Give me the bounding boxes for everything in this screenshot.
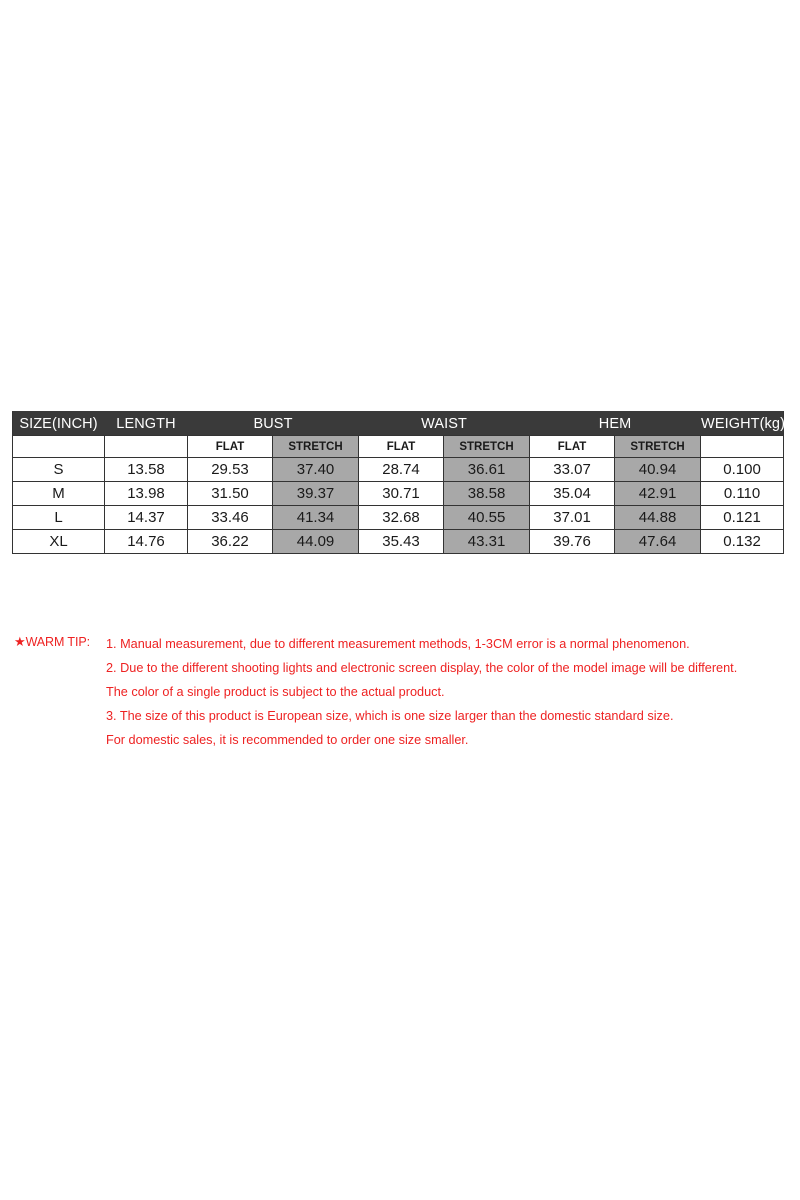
- cell-hem-stretch: 42.91: [615, 482, 701, 506]
- cell-weight: 0.110: [701, 482, 784, 506]
- warm-tip-label-text: WARM TIP:: [25, 635, 90, 649]
- table-header-group-row: [13, 412, 784, 436]
- subheader-waist-flat: FLAT: [359, 436, 444, 458]
- cell-length: 14.37: [105, 506, 188, 530]
- table-row: [13, 482, 784, 506]
- cell-size: S: [13, 458, 105, 482]
- cell-bust-stretch: 44.09: [273, 530, 359, 554]
- header-waist: WAIST: [359, 412, 530, 436]
- cell-length: 13.98: [105, 482, 188, 506]
- cell-bust-stretch: 41.34: [273, 506, 359, 530]
- cell-size: XL: [13, 530, 105, 554]
- cell-waist-stretch: 38.58: [444, 482, 530, 506]
- cell-hem-flat: 35.04: [530, 482, 615, 506]
- table-row: [13, 530, 784, 554]
- subheader-waist-stretch: STRETCH: [444, 436, 530, 458]
- subheader-bust-flat: FLAT: [188, 436, 273, 458]
- header-bust: BUST: [188, 412, 359, 436]
- cell-hem-stretch: 40.94: [615, 458, 701, 482]
- subheader-weight-blank: [701, 436, 784, 458]
- size-chart-table: [12, 411, 784, 554]
- cell-length: 13.58: [105, 458, 188, 482]
- cell-weight: 0.132: [701, 530, 784, 554]
- subheader-hem-flat: FLAT: [530, 436, 615, 458]
- cell-waist-stretch: 40.55: [444, 506, 530, 530]
- warm-tip-label: [14, 635, 90, 649]
- cell-waist-flat: 32.68: [359, 506, 444, 530]
- header-length: LENGTH: [105, 412, 188, 436]
- cell-hem-stretch: 44.88: [615, 506, 701, 530]
- cell-waist-flat: 35.43: [359, 530, 444, 554]
- table-row: [13, 458, 784, 482]
- cell-waist-flat: 30.71: [359, 482, 444, 506]
- cell-weight: 0.121: [701, 506, 784, 530]
- cell-bust-stretch: 39.37: [273, 482, 359, 506]
- cell-waist-flat: 28.74: [359, 458, 444, 482]
- table-body: [13, 458, 784, 554]
- table-row: [13, 506, 784, 530]
- cell-waist-stretch: 43.31: [444, 530, 530, 554]
- cell-bust-flat: 29.53: [188, 458, 273, 482]
- header-hem: HEM: [530, 412, 701, 436]
- cell-bust-flat: 31.50: [188, 482, 273, 506]
- cell-weight: 0.100: [701, 458, 784, 482]
- warm-tip-section: [14, 632, 794, 752]
- header-weight: WEIGHT(kg): [701, 412, 784, 436]
- cell-hem-flat: 37.01: [530, 506, 615, 530]
- cell-bust-flat: 36.22: [188, 530, 273, 554]
- cell-bust-flat: 33.46: [188, 506, 273, 530]
- subheader-hem-stretch: STRETCH: [615, 436, 701, 458]
- warm-tip-line: 1. Manual measurement, due to different measurement methods, 1-3CM error is a normal phenomenon.: [106, 637, 690, 651]
- cell-bust-stretch: 37.40: [273, 458, 359, 482]
- warm-tip-line: For domestic sales, it is recommended to order one size smaller.: [106, 733, 469, 747]
- subheader-length-blank: [105, 436, 188, 458]
- cell-waist-stretch: 36.61: [444, 458, 530, 482]
- table-header: [13, 412, 784, 458]
- cell-hem-flat: 33.07: [530, 458, 615, 482]
- subheader-bust-stretch: STRETCH: [273, 436, 359, 458]
- subheader-size-blank: [13, 436, 105, 458]
- cell-hem-flat: 39.76: [530, 530, 615, 554]
- warm-tip-line: The color of a single product is subject to the actual product.: [106, 685, 445, 699]
- cell-size: M: [13, 482, 105, 506]
- size-chart-table-container: [12, 411, 785, 554]
- cell-hem-stretch: 47.64: [615, 530, 701, 554]
- cell-length: 14.76: [105, 530, 188, 554]
- warm-tip-lines: [106, 632, 794, 752]
- warm-tip-line: 2. Due to the different shooting lights and electronic screen display, the color of the model image will be different.: [106, 661, 738, 675]
- star-icon: ★: [14, 634, 26, 649]
- warm-tip-line: 3. The size of this product is European size, which is one size larger than the domestic standard size.: [106, 709, 674, 723]
- header-size: SIZE(INCH): [13, 412, 105, 436]
- table-subheader-row: [13, 436, 784, 458]
- cell-size: L: [13, 506, 105, 530]
